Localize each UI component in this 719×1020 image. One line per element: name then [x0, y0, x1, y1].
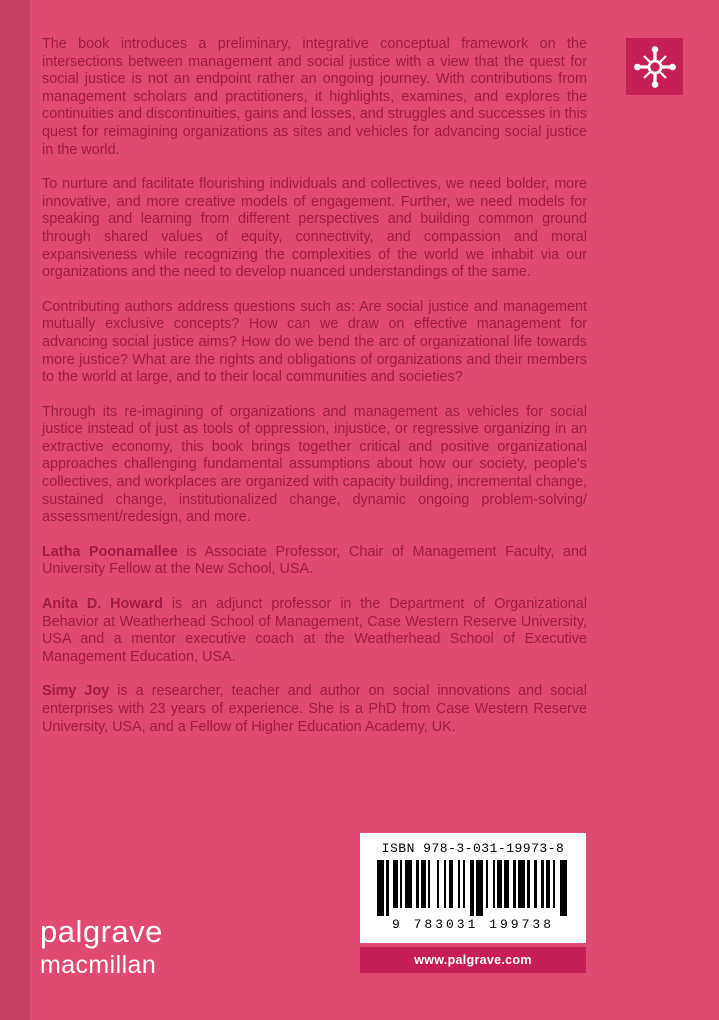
author-bio-text-3: is a researcher, teacher and author on social innovations and social enterprises with 23 years of experience. She is a PhD from Case Western Reserve University, USA, and a Fellow of Higher Education Academy, UK.: [42, 683, 587, 735]
blurb-paragraph-4: Through its re-imagining of organizations and management as vehicles for social justice instead of just as tools of oppression, injustice, or regressive organizing in an extractive economy, this book brings together critical and positive organizational approaches challenging fundamental assumptions about how our society, people's collectives, and workplaces are organized with capacity building, incremental change, sustained change, institutionalized change, dynamic ongoing problem-solving/ assessment/redesign, and more.: [42, 403, 587, 526]
author-bio-2: [42, 596, 587, 666]
barcode-bars: [377, 860, 569, 916]
blurb-paragraph-2: To nurture and facilitate flourishing individuals and collectives, we need bolder, more innovative, and more creative models of engagement. Further, we need models for speaking and learning from different perspectives and building common ground through shared values of equity, connectivity, and compassion and moral expansiveness while recognizing the complexities of the world we inhabit via our organizations and the need to develop nuanced understandings of the same.: [42, 176, 587, 281]
blurb-paragraph-1: The book introduces a preliminary, integrative conceptual framework on the intersections between management and social justice with a view that the quest for social justice is not an endpoint rather an ongoing journey. With contributions from management scholars and practitioners, it highlights, examines, and explores the continuities and discontinuities, gains and losses, and struggles and successes in this quest for reimagining organizations as sites and vehicles for advancing social justice in the world.: [42, 36, 587, 158]
website-strip: www.palgrave.com: [360, 947, 586, 973]
publisher-logo-badge: [626, 38, 683, 95]
author-bio-3: [42, 683, 587, 736]
back-cover-text: [42, 36, 587, 753]
palgrave-flower-icon: [633, 45, 677, 89]
author-name-3: Simy Joy: [42, 683, 110, 700]
isbn-label: ISBN 978-3-031-19973-8: [381, 841, 565, 856]
author-bio-1: [42, 544, 587, 579]
blurb-paragraph-3: Contributing authors address questions such as: Are social justice and management mutually exclusive concepts? How can we draw on effective management for advancing social justice aims? How do we bend the arc of organizational life towards more justice? What are the rights and obligations of organizations and their members to the world at large, and to their local communities and societies?: [42, 298, 587, 386]
author-name-2: Anita D. Howard: [42, 596, 163, 613]
publisher-wordmark-line1: palgrave: [40, 914, 163, 950]
publisher-wordmark: [40, 916, 163, 978]
author-bio-text-1: is Associate Professor, Chair of Management Faculty, and University Fellow at the New School, USA.: [42, 543, 588, 578]
author-bio-text-2: is an adjunct professor in the Department of Organizational Behavior at Weatherhead School of Management, Case Western Reserve University, USA and a mentor executive coach at the Weatherhead School of Executive Management Education, USA.: [42, 596, 587, 665]
author-name-1: Latha Poonamallee: [42, 543, 178, 560]
publisher-wordmark-line2: macmillan: [40, 950, 157, 979]
barcode-digits: 9 783031 199738: [391, 917, 555, 932]
spine-strip: [0, 0, 30, 1020]
barcode-panel: [360, 833, 586, 943]
